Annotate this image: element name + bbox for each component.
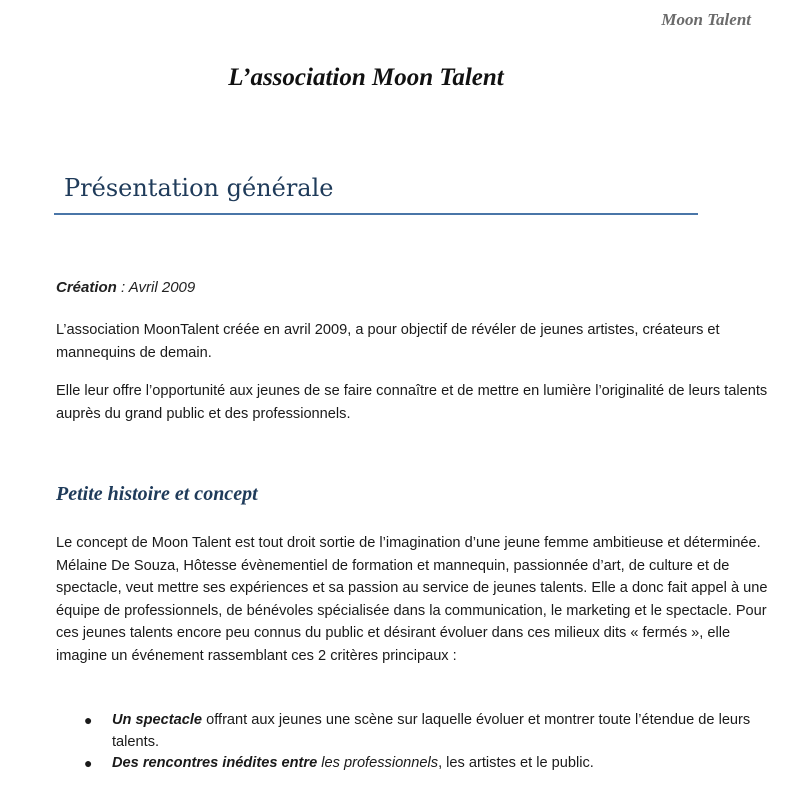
paragraph-intro: L’association MoonTalent créée en avril 2009, a pour objectif de révéler de jeunes artistes, créateurs et mannequins de demain. [56, 322, 720, 361]
paragraph-concept: Le concept de Moon Talent est tout droit sortie de l’imagination d’une jeune femme ambitieuse et déterminée. Mélaine De Souza, Hôtesse évènementiel de formation et mannequin, passionnée d’art, de culture et de spectacle, veut mettre ses expériences et sa passion au service de jeunes talents. Elle a donc fait appel à une équipe de professionnels, de bénévoles spécialisée dans la communication, le marketing et le spectacle. Pour ces jeunes talents encore peu connus du public et désirant évoluer dans ces milieux dits « fermés », elle imagine un événement rassemblant ces 2 critères principaux : [56, 535, 768, 664]
creation-value: Avril 2009 [128, 279, 196, 296]
subsection-heading: Petite histoire et concept [56, 483, 258, 505]
document-title: L’association Moon Talent [228, 64, 504, 91]
list-item [56, 753, 771, 775]
bullet-text: , les artistes et le public. [438, 755, 594, 771]
bullet-italic: les professionnels [317, 755, 439, 771]
bullet-icon: ● [84, 712, 93, 728]
bullet-emphasis: Des rencontres inédites entre [112, 755, 318, 771]
paragraph-opportunity: Elle leur offre l’opportunité aux jeunes de se faire connaître et de mettre en lumière l’originalité de leurs talents auprès du grand public et des professionnels. [56, 383, 768, 422]
header-brand: Moon Talent [661, 10, 751, 29]
section-heading: Présentation générale [64, 174, 334, 202]
section-divider [54, 213, 698, 215]
bullet-emphasis: Un spectacle [112, 712, 203, 728]
creation-separator: : [116, 279, 129, 296]
criteria-list [56, 710, 771, 775]
creation-label: Création [56, 279, 117, 296]
creation-line [56, 279, 195, 296]
list-item [56, 710, 771, 753]
bullet-icon: ● [84, 755, 93, 771]
bullet-text: offrant aux jeunes une scène sur laquelle évoluer et montrer toute l’étendue de leurs talents. [112, 712, 751, 750]
